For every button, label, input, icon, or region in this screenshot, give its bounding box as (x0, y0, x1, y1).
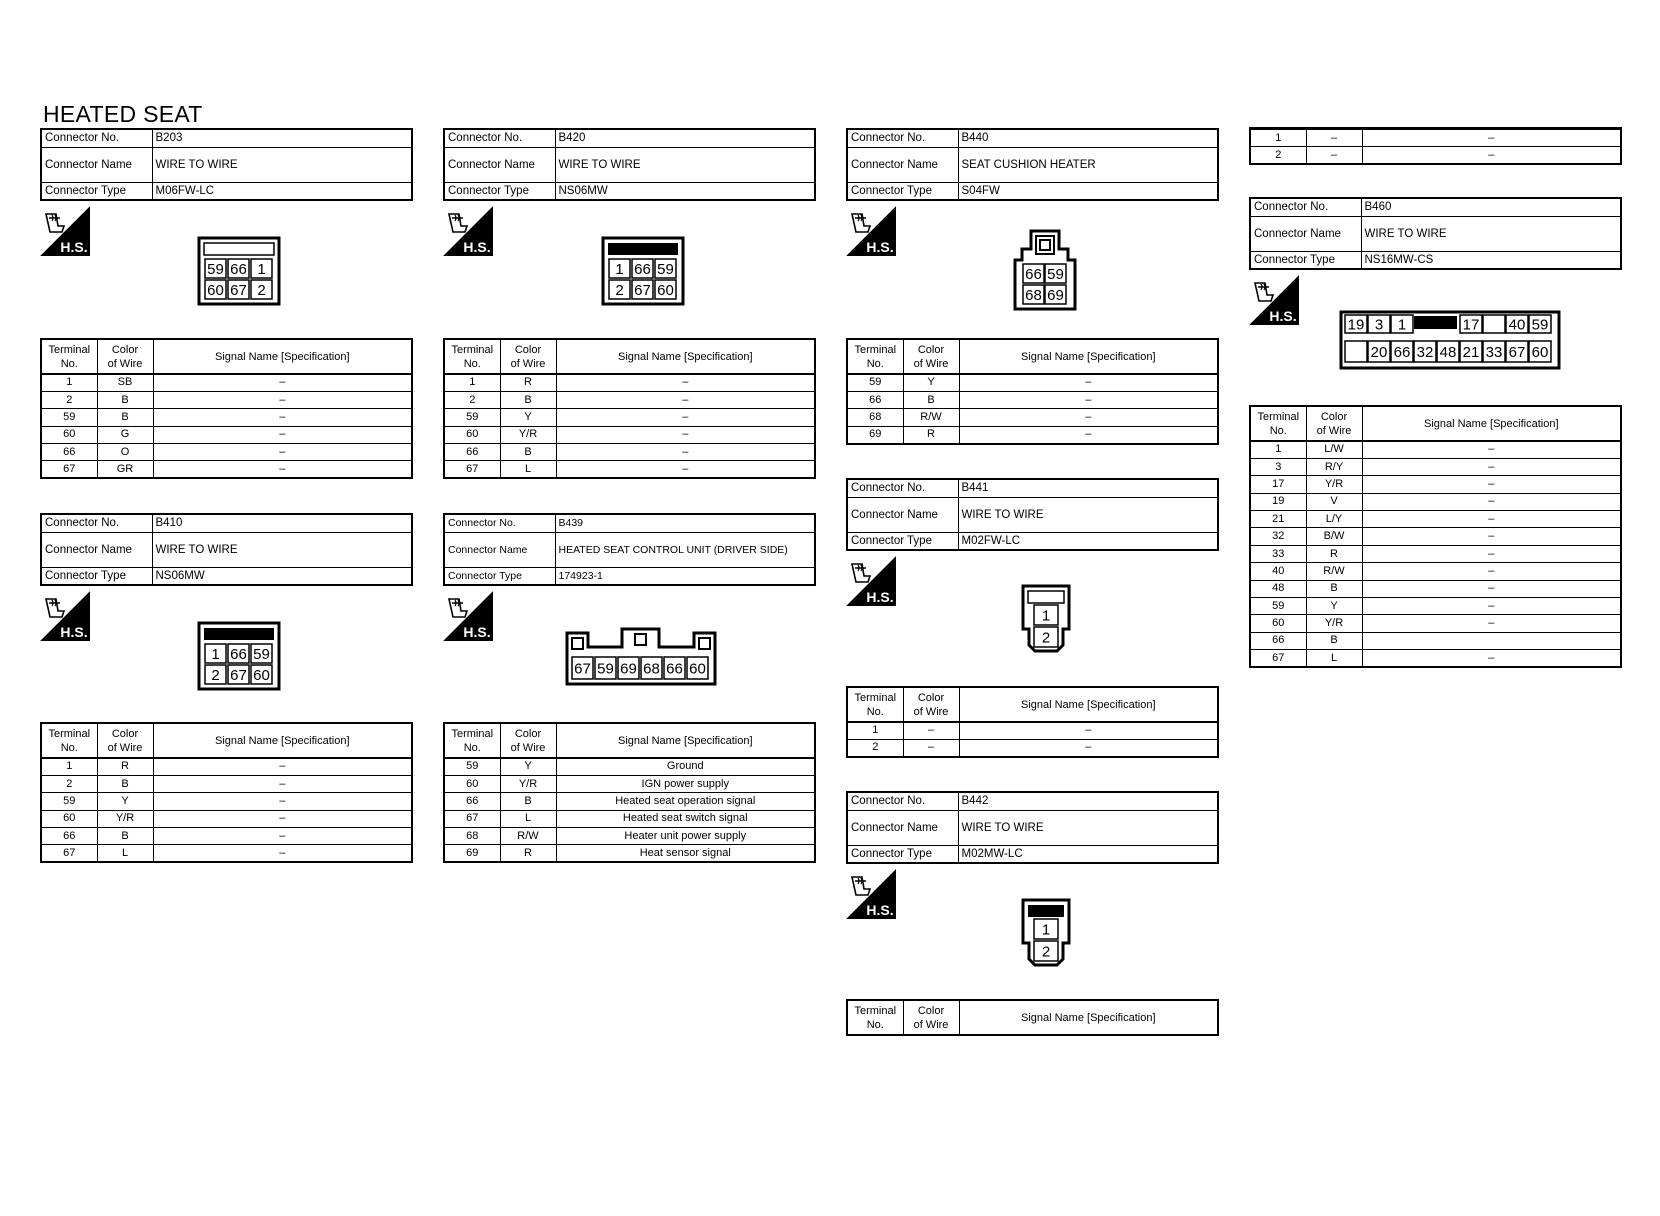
signal-name: Ground (556, 758, 815, 775)
terminal-no: 66 (41, 828, 97, 845)
terminal-no: 67 (41, 845, 97, 862)
table-row (847, 409, 1218, 426)
wire-color: R/W (903, 409, 959, 426)
svg-text:H.S.: H.S. (866, 902, 894, 918)
table-row (1250, 632, 1621, 649)
connector-b439-face (566, 625, 716, 685)
hs-badge-icon (846, 556, 896, 606)
pin-60-label: 60 (657, 282, 674, 299)
table-row (847, 739, 1218, 756)
signal-name: – (1362, 147, 1621, 164)
signal-name: – (556, 461, 815, 478)
hs-badge-icon (443, 591, 493, 641)
wire-color: B (97, 828, 153, 845)
table-row (444, 828, 815, 845)
wire-color: V (1306, 493, 1362, 510)
wire-color: B/W (1306, 528, 1362, 545)
pin-59-label: 59 (207, 261, 224, 278)
table-row (1250, 147, 1621, 164)
wire-color: B (1306, 580, 1362, 597)
wire-color: – (903, 739, 959, 756)
signal-name: – (153, 758, 412, 775)
pin-60-label: 60 (207, 282, 224, 299)
pin-66-label: 66 (634, 261, 651, 278)
table-row (41, 845, 412, 862)
signal-name: – (1362, 441, 1621, 458)
signal-name: – (153, 409, 412, 426)
terminal-no: 60 (41, 810, 97, 827)
signal-name: – (153, 444, 412, 461)
table-header-row: Terminal No. Color of Wire Signal Name [Specification] (847, 339, 1218, 374)
signal-name: – (1362, 511, 1621, 528)
terminal-no: 2 (1250, 147, 1306, 164)
hs-badge-icon (443, 206, 493, 256)
signal-name: – (1362, 528, 1621, 545)
terminal-no: 67 (444, 461, 500, 478)
wire-color: Y/R (500, 426, 556, 443)
wire-color: R/W (1306, 563, 1362, 580)
wire-color: L (97, 845, 153, 862)
signal-name: Heat sensor signal (556, 845, 815, 862)
signal-name: – (153, 810, 412, 827)
signal-name: – (153, 374, 412, 391)
terminal-no: 60 (444, 426, 500, 443)
table-row (444, 775, 815, 792)
connector-b442-face (1022, 899, 1070, 967)
wire-color: Y (500, 758, 556, 775)
terminal-table-b440 (846, 338, 1219, 445)
table-row (444, 845, 815, 862)
table-row (1250, 458, 1621, 475)
pin-2-label: 2 (211, 667, 220, 684)
wire-color: R (500, 374, 556, 391)
terminal-no: 59 (444, 409, 500, 426)
terminal-no: 48 (1250, 580, 1306, 597)
signal-name: – (1362, 580, 1621, 597)
connector-type: M06FW-LC (152, 182, 412, 200)
wire-color: Y (500, 409, 556, 426)
wire-color: L/W (1306, 441, 1362, 458)
terminal-no: 2 (41, 775, 97, 792)
terminal-no: 68 (444, 828, 500, 845)
pin-1-label: 1 (1041, 607, 1051, 625)
connector-no: B203 (152, 129, 412, 147)
table-header-row: Terminal No. Color of Wire Signal Name [Specification] (41, 723, 412, 758)
table-row (1250, 598, 1621, 615)
wire-color: Y (903, 374, 959, 391)
terminal-table-b420 (443, 338, 816, 479)
connector-b441-face (1022, 585, 1070, 653)
wire-color: SB (97, 374, 153, 391)
page-title: HEATED SEAT (43, 101, 203, 127)
hs-badge-icon (846, 206, 896, 256)
table-row (444, 793, 815, 810)
signal-name: – (959, 374, 1218, 391)
wire-color: L/Y (1306, 511, 1362, 528)
wire-color: R (903, 426, 959, 443)
signal-name: – (556, 409, 815, 426)
connector-b442-header: Connector No. B442 Connector Name WIRE TO WIRE Connector Type M02MW-LC (846, 791, 1219, 864)
signal-name: Heated seat operation signal (556, 793, 815, 810)
signal-name: – (153, 828, 412, 845)
table-row (41, 444, 412, 461)
terminal-no: 66 (41, 444, 97, 461)
wire-color: R (1306, 545, 1362, 562)
pin-20-label: 20 (1370, 344, 1388, 361)
signal-name: – (959, 391, 1218, 408)
terminal-no: 60 (41, 426, 97, 443)
wire-color: G (97, 426, 153, 443)
pin-1-label: 1 (1041, 921, 1051, 939)
pin-2-label: 2 (1041, 629, 1051, 647)
wire-color: O (97, 444, 153, 461)
pin-60-label: 60 (253, 667, 270, 684)
table-row (1250, 511, 1621, 528)
signal-name: Heated seat switch signal (556, 810, 815, 827)
wire-color: Y/R (1306, 615, 1362, 632)
pin-2-label: 2 (615, 282, 624, 299)
table-row (1250, 528, 1621, 545)
pin-66-label: 66 (230, 261, 247, 278)
pin-2-label: 2 (257, 282, 266, 299)
pin-40-label: 40 (1508, 316, 1526, 334)
wire-color: Y/R (500, 775, 556, 792)
wire-color: B (500, 391, 556, 408)
connector-b420-header: Connector No. B420 Connector Name WIRE TO WIRE Connector Type NS06MW (443, 128, 816, 201)
terminal-no: 60 (1250, 615, 1306, 632)
terminal-no: 67 (1250, 650, 1306, 667)
hs-badge-icon (1249, 275, 1299, 325)
terminal-table-b410 (40, 722, 413, 863)
table-row (1250, 615, 1621, 632)
terminal-no: 67 (444, 810, 500, 827)
table-row (444, 391, 815, 408)
pin-19-label: 19 (1347, 316, 1365, 334)
terminal-no: 59 (1250, 598, 1306, 615)
pin-67-label: 67 (634, 282, 651, 299)
connector-b203-face (198, 237, 280, 305)
terminal-table-b441-continued (1249, 127, 1622, 165)
table-row (41, 391, 412, 408)
svg-text:H.S.: H.S. (866, 589, 894, 605)
table-row (1250, 580, 1621, 597)
table-row (41, 461, 412, 478)
connector-b460-header: Connector No. B460 Connector Name WIRE TO WIRE Connector Type NS16MW-CS (1249, 197, 1622, 270)
signal-name: IGN power supply (556, 775, 815, 792)
wire-color: Y (97, 793, 153, 810)
connector-b410-face (198, 622, 280, 690)
table-row (444, 409, 815, 426)
connector-b203-header: Connector No. B203 Connector Name WIRE TO WIRE Connector Type M06FW-LC (40, 128, 413, 201)
pin-60-label: 60 (1531, 344, 1549, 361)
table-row (1250, 650, 1621, 667)
hs-badge-icon (40, 591, 90, 641)
pin-68-label: 68 (643, 660, 660, 678)
terminal-no: 2 (444, 391, 500, 408)
terminal-no: 21 (1250, 511, 1306, 528)
signal-name: – (153, 391, 412, 408)
terminal-no: 17 (1250, 476, 1306, 493)
wire-color: B (500, 793, 556, 810)
table-row (1250, 441, 1621, 458)
pin-59-label: 59 (1047, 266, 1064, 283)
table-header-row: Terminal No. Color of Wire Signal Name [Specification] (41, 339, 412, 374)
table-row (847, 722, 1218, 739)
terminal-no: 2 (41, 391, 97, 408)
svg-text:H.S.: H.S. (866, 239, 894, 255)
wire-color: – (1306, 147, 1362, 164)
table-row (444, 810, 815, 827)
signal-name: – (959, 409, 1218, 426)
pin-33-label: 33 (1485, 344, 1503, 361)
wire-color: L (500, 461, 556, 478)
terminal-no: 66 (444, 444, 500, 461)
table-header-row: Terminal No. Color of Wire Signal Name [Specification] (1250, 406, 1621, 441)
terminal-table-b439 (443, 722, 816, 863)
wire-color: R (500, 845, 556, 862)
pin-66-label: 66 (666, 660, 683, 678)
table-row (444, 758, 815, 775)
table-header-row: Terminal No. Color of Wire Signal Name [Specification] (847, 687, 1218, 722)
signal-name: – (556, 391, 815, 408)
terminal-table-b203 (40, 338, 413, 479)
signal-name: – (556, 426, 815, 443)
terminal-no: 1 (41, 374, 97, 391)
table-row (1250, 563, 1621, 580)
table-row (847, 391, 1218, 408)
pin-68-label: 68 (1025, 287, 1042, 304)
connector-b439-header: Connector No. B439 Connector Name HEATED SEAT CONTROL UNIT (DRIVER SIDE) Connector Type 174923-1 (443, 513, 816, 586)
table-row (444, 374, 815, 391)
terminal-no: 40 (1250, 563, 1306, 580)
wire-color: B (500, 444, 556, 461)
signal-name: – (959, 722, 1218, 739)
pin-66-label: 66 (1393, 344, 1411, 361)
terminal-no: 59 (41, 793, 97, 810)
connector-b440-face (1014, 230, 1076, 310)
pin-1-label: 1 (211, 646, 220, 663)
wire-color: Y/R (97, 810, 153, 827)
table-header-row: Terminal No. Color of Wire Signal Name [Specification] (444, 339, 815, 374)
pin-60-label: 60 (689, 660, 706, 678)
signal-name: – (1362, 650, 1621, 667)
terminal-no: 66 (847, 391, 903, 408)
pin-3-label: 3 (1374, 316, 1384, 334)
wire-color: R/W (500, 828, 556, 845)
table-row (1250, 545, 1621, 562)
table-row (1250, 130, 1621, 147)
pin-69-label: 69 (620, 660, 637, 678)
pin-1-label: 1 (615, 261, 624, 278)
table-row (444, 426, 815, 443)
connector-b410-header: Connector No. B410 Connector Name WIRE TO WIRE Connector Type NS06MW (40, 513, 413, 586)
signal-name: – (1362, 563, 1621, 580)
signal-name: – (153, 793, 412, 810)
pin-67-label: 67 (230, 282, 247, 299)
signal-name: – (1362, 545, 1621, 562)
signal-name (1362, 632, 1621, 649)
pin-empty (1345, 341, 1367, 362)
signal-name: – (1362, 598, 1621, 615)
wire-color: – (1306, 130, 1362, 147)
terminal-no: 68 (847, 409, 903, 426)
wire-color: L (1306, 650, 1362, 667)
wire-color: B (97, 409, 153, 426)
terminal-no: 1 (41, 758, 97, 775)
signal-name: – (959, 426, 1218, 443)
pin-48-label: 48 (1439, 344, 1457, 361)
signal-name: – (1362, 130, 1621, 147)
connector-b440-header: Connector No. B440 Connector Name SEAT CUSHION HEATER Connector Type S04FW (846, 128, 1219, 201)
pin-69-label: 69 (1047, 287, 1064, 304)
signal-name: – (556, 374, 815, 391)
svg-text:H.S.: H.S. (60, 624, 88, 640)
wire-color: R (97, 758, 153, 775)
terminal-table-b460 (1249, 405, 1622, 668)
table-row (41, 793, 412, 810)
pin-1-label: 1 (257, 261, 266, 278)
pin-1-label: 1 (1397, 316, 1407, 334)
terminal-no: 60 (444, 775, 500, 792)
pin-17-label: 17 (1462, 316, 1480, 334)
signal-name: – (1362, 493, 1621, 510)
wire-color: L (500, 810, 556, 827)
pin-59-label: 59 (597, 660, 614, 678)
pin-21-label: 21 (1462, 344, 1480, 361)
pin-67-label: 67 (230, 667, 247, 684)
blocked-cavity (1414, 316, 1457, 329)
table-row (41, 775, 412, 792)
terminal-no: 59 (41, 409, 97, 426)
pin-67-label: 67 (574, 660, 591, 678)
hs-badge-icon (40, 206, 90, 256)
signal-name: – (153, 845, 412, 862)
terminal-no: 1 (847, 722, 903, 739)
pin-59-label: 59 (1531, 316, 1549, 334)
table-row (41, 758, 412, 775)
signal-name: – (153, 775, 412, 792)
terminal-no: 1 (444, 374, 500, 391)
terminal-no: 66 (1250, 632, 1306, 649)
pin-empty (1483, 315, 1505, 333)
pin-grid (205, 259, 272, 299)
table-row (847, 426, 1218, 443)
wire-color: B (97, 391, 153, 408)
svg-text:H.S.: H.S. (60, 239, 88, 255)
wire-color: B (97, 775, 153, 792)
terminal-no: 2 (847, 739, 903, 756)
table-row (41, 374, 412, 391)
table-row (1250, 493, 1621, 510)
wire-color: Y/R (1306, 476, 1362, 493)
pin-32-label: 32 (1416, 344, 1434, 361)
wire-color: B (1306, 632, 1362, 649)
terminal-no: 59 (444, 758, 500, 775)
signal-name: – (556, 444, 815, 461)
table-row (41, 409, 412, 426)
wire-color: Y (1306, 598, 1362, 615)
table-row (444, 461, 815, 478)
terminal-no: 69 (847, 426, 903, 443)
wire-color: GR (97, 461, 153, 478)
svg-text:H.S.: H.S. (463, 239, 491, 255)
pin-66-label: 66 (230, 646, 247, 663)
table-row (1250, 476, 1621, 493)
signal-name: Heater unit power supply (556, 828, 815, 845)
terminal-no: 33 (1250, 545, 1306, 562)
connector-name: WIRE TO WIRE (152, 147, 412, 182)
connector-b420-face (602, 237, 684, 305)
terminal-no: 66 (444, 793, 500, 810)
terminal-no: 1 (1250, 441, 1306, 458)
connector-b460-face (1340, 311, 1560, 369)
svg-text:H.S.: H.S. (463, 624, 491, 640)
table-header-row: Terminal No. Color of Wire Signal Name [Specification] (847, 1000, 1218, 1035)
terminal-no: 1 (1250, 130, 1306, 147)
terminal-no: 3 (1250, 458, 1306, 475)
table-row (41, 426, 412, 443)
wire-color: – (903, 722, 959, 739)
terminal-no: 32 (1250, 528, 1306, 545)
table-row (41, 828, 412, 845)
table-row (847, 374, 1218, 391)
signal-name: – (959, 739, 1218, 756)
pin-67-label: 67 (1508, 344, 1526, 361)
wire-color: R/Y (1306, 458, 1362, 475)
signal-name: – (1362, 476, 1621, 493)
table-header-row: Terminal No. Color of Wire Signal Name [Specification] (444, 723, 815, 758)
table-row (41, 810, 412, 827)
wire-color: B (903, 391, 959, 408)
terminal-no: 59 (847, 374, 903, 391)
signal-name: – (153, 426, 412, 443)
connector-b441-header: Connector No. B441 Connector Name WIRE TO WIRE Connector Type M02FW-LC (846, 478, 1219, 551)
pin-59-label: 59 (657, 261, 674, 278)
pin-2-label: 2 (1041, 943, 1051, 961)
terminal-no: 67 (41, 461, 97, 478)
svg-text:H.S.: H.S. (1269, 308, 1297, 324)
pin-66-label: 66 (1025, 266, 1042, 283)
signal-name: – (1362, 458, 1621, 475)
signal-name: – (1362, 615, 1621, 632)
terminal-no: 19 (1250, 493, 1306, 510)
terminal-table-b441 (846, 686, 1219, 758)
hs-badge-icon (846, 869, 896, 919)
terminal-no: 69 (444, 845, 500, 862)
signal-name: – (153, 461, 412, 478)
terminal-table-b442 (846, 999, 1219, 1036)
table-row (444, 444, 815, 461)
pin-59-label: 59 (253, 646, 270, 663)
